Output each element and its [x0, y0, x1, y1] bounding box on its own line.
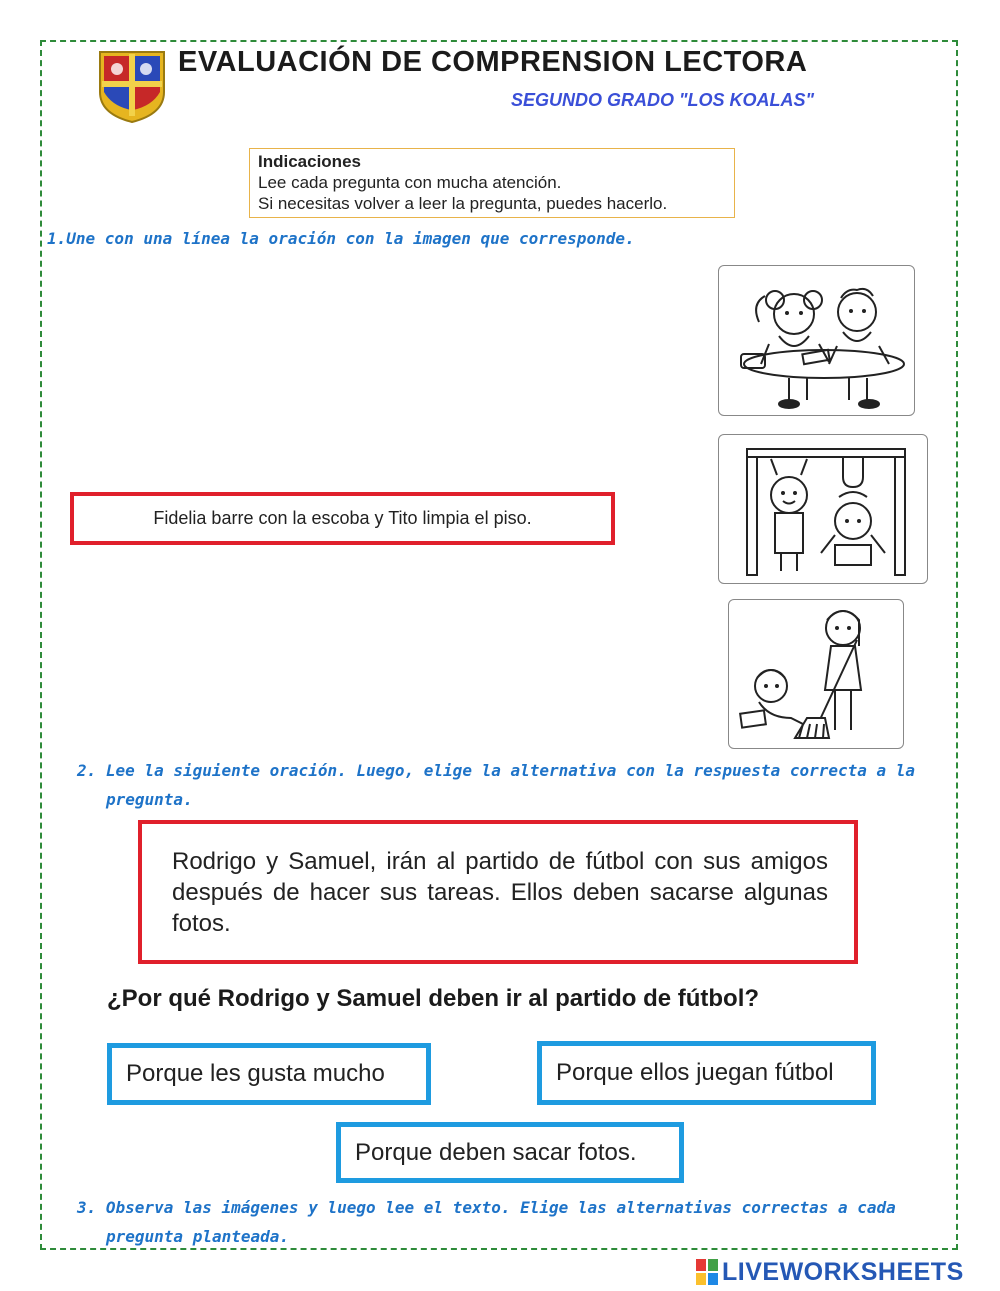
passage-box-q2 — [138, 820, 858, 964]
option-b-button[interactable] — [537, 1041, 876, 1105]
instructions-box — [249, 148, 735, 218]
option-c-label: Porque deben sacar fotos. — [355, 1138, 637, 1166]
instructions-line-1: Lee cada pregunta con mucha atención. — [258, 173, 562, 192]
image-children-sweeping[interactable] — [728, 599, 904, 749]
question-1-text: 1.Une con una línea la oración con la imagen que corresponde. — [47, 229, 635, 248]
sweeping-illustration-icon — [729, 600, 904, 749]
school-crest-icon — [96, 48, 168, 124]
image-children-at-desk[interactable] — [718, 265, 915, 416]
option-a-button[interactable] — [107, 1043, 431, 1105]
passage-q2: Rodrigo y Samuel, irán al partido de fútbol con sus amigos después de hacer sus tareas. Ellos deben sacarse algunas fotos. — [172, 848, 828, 937]
liveworksheets-logo — [696, 1257, 964, 1287]
question-3-text-line-2: pregunta planteada. — [106, 1227, 290, 1246]
page-title: EVALUACIÓN DE COMPRENSION LECTORA — [178, 46, 808, 78]
option-b-label: Porque ellos juegan fútbol — [556, 1059, 834, 1086]
page-subtitle: SEGUNDO GRADO "LOS KOALAS" — [511, 90, 815, 110]
option-a-label: Porque les gusta mucho — [126, 1060, 385, 1087]
question-2-prompt: ¿Por qué Rodrigo y Samuel deben ir al partido de fútbol? — [107, 985, 760, 1012]
sentence-q1: Fidelia barre con la escoba y Tito limpia el piso. — [153, 508, 532, 528]
liveworksheets-mark-icon — [696, 1259, 718, 1285]
monkey-bars-illustration-icon — [719, 435, 928, 584]
children-desk-illustration-icon — [719, 266, 915, 416]
instructions-heading: Indicaciones — [258, 152, 361, 171]
brand-text: LIVEWORKSHEETS — [722, 1257, 964, 1286]
question-3-text-line-1: 3. Observa las imágenes y luego lee el texto. Elige las alternativas correctas a cada — [77, 1198, 896, 1217]
sentence-box-q1[interactable] — [70, 492, 615, 545]
question-2-text-line-2: pregunta. — [106, 790, 193, 809]
option-c-button[interactable] — [336, 1122, 684, 1183]
instructions-line-2: Si necesitas volver a leer la pregunta, puedes hacerlo. — [258, 194, 668, 213]
image-children-monkey-bars[interactable] — [718, 434, 928, 584]
question-2-text-line-1: 2. Lee la siguiente oración. Luego, elige la alternativa con la respuesta correcta a la — [77, 761, 916, 780]
